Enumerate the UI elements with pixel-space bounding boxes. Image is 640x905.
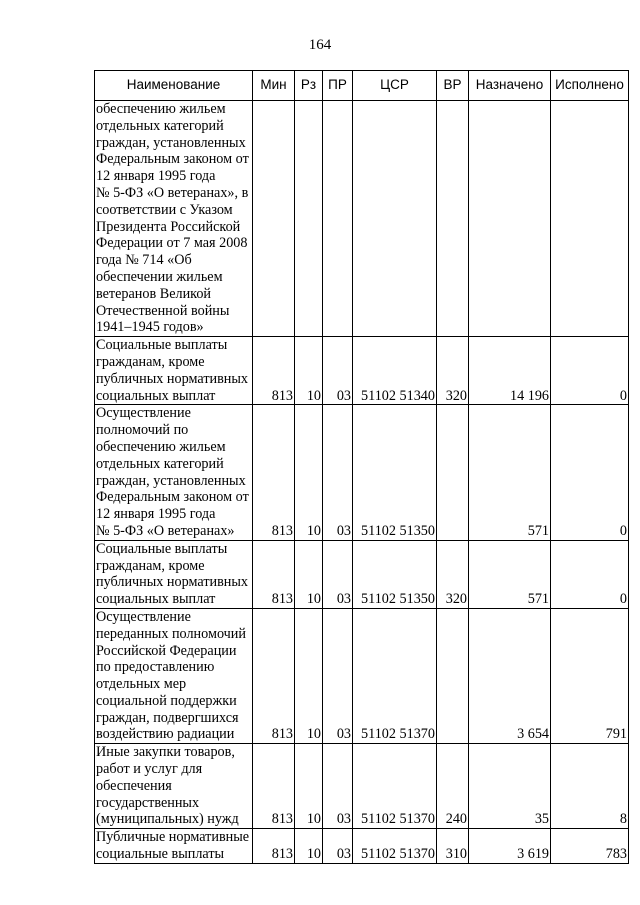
cell-min: 813 [253, 829, 295, 864]
cell-name [95, 337, 253, 405]
page-number: 164 [308, 37, 332, 53]
cell-ispolneno: 0 [551, 337, 629, 405]
cell-name-line: обеспечения [96, 777, 172, 794]
header-csr: ЦСР [353, 71, 437, 101]
cell-pr: 03 [323, 744, 353, 829]
cell-pr: 03 [323, 405, 353, 540]
cell-name [95, 540, 253, 608]
cell-csr: 51102 51370 [353, 608, 437, 743]
cell-csr: 51102 51350 [353, 405, 437, 540]
cell-vr [437, 101, 469, 337]
cell-name-line: воздействию радиации [96, 726, 235, 743]
cell-name-line: социальных выплат [96, 591, 216, 608]
cell-name-line: (муниципальных) нужд [96, 811, 239, 828]
cell-name-line: Федерации от 7 мая 2008 [96, 235, 248, 252]
cell-naznacheno: 35 [469, 744, 551, 829]
cell-name-line: № 5-ФЗ «О ветеранах», в [96, 184, 249, 201]
cell-rz: 10 [295, 337, 323, 405]
cell-name-line: № 5-ФЗ «О ветеранах» [96, 522, 235, 539]
cell-rz: 10 [295, 405, 323, 540]
cell-name-line: граждан, установленных [96, 472, 246, 489]
cell-name-line: отдельных категорий [96, 455, 224, 472]
cell-name [95, 405, 253, 540]
cell-name-line: по предоставлению [96, 659, 215, 676]
cell-name-line: социальных выплат [96, 387, 216, 404]
cell-naznacheno [469, 101, 551, 337]
cell-min [253, 101, 295, 337]
table-row [95, 744, 629, 829]
cell-name-line: государственных [96, 794, 200, 811]
cell-name-line: полномочий по [96, 422, 189, 439]
table-row [95, 101, 629, 337]
cell-name-line: граждан, установленных [96, 134, 246, 151]
cell-name-line: Российской Федерации [96, 642, 237, 659]
cell-name-line: года № 714 «Об [96, 252, 192, 269]
cell-name-line: граждан, подвергшихся [96, 709, 239, 726]
cell-vr: 310 [437, 829, 469, 864]
cell-vr [437, 405, 469, 540]
cell-naznacheno: 571 [469, 405, 551, 540]
cell-name-line: социальные выплаты [96, 846, 225, 863]
cell-csr: 51102 51370 [353, 829, 437, 864]
cell-vr [437, 608, 469, 743]
cell-csr: 51102 51350 [353, 540, 437, 608]
table-row [95, 540, 629, 608]
table-header [95, 71, 629, 101]
cell-name-line: отдельных мер [96, 676, 187, 693]
cell-min: 813 [253, 608, 295, 743]
cell-name-line: обеспечению жильем [96, 438, 226, 455]
cell-name-line: соответствии с Указом [96, 201, 233, 218]
header-pr: ПР [323, 71, 353, 101]
cell-pr: 03 [323, 608, 353, 743]
cell-name-line: публичных нормативных [96, 370, 249, 387]
cell-name-line: Иные закупки товаров, [96, 744, 235, 761]
cell-rz: 10 [295, 744, 323, 829]
cell-name-line: Социальные выплаты [96, 540, 228, 557]
header-min: Мин [253, 71, 295, 101]
cell-name [95, 829, 253, 864]
cell-name-line: 12 января 1995 года [96, 506, 216, 523]
table-row [95, 405, 629, 540]
budget-table [94, 70, 629, 864]
header-naznacheno: Назначено [469, 71, 551, 101]
header-rz: Рз [295, 71, 323, 101]
cell-vr: 320 [437, 540, 469, 608]
cell-name-line: обеспечению жильем [96, 101, 226, 117]
cell-ispolneno: 791 [551, 608, 629, 743]
cell-csr: 51102 51370 [353, 744, 437, 829]
cell-pr: 03 [323, 337, 353, 405]
cell-name-line: 12 января 1995 года [96, 168, 216, 185]
cell-name-line: переданных полномочий [96, 625, 246, 642]
cell-vr: 240 [437, 744, 469, 829]
cell-name-line: Федеральным законом от [96, 489, 249, 506]
cell-name-line: гражданам, кроме [96, 557, 205, 574]
cell-name-line: гражданам, кроме [96, 353, 205, 370]
table-row [95, 337, 629, 405]
cell-name-line: ветеранов Великой [96, 285, 212, 302]
cell-pr: 03 [323, 540, 353, 608]
cell-ispolneno: 783 [551, 829, 629, 864]
cell-rz [295, 101, 323, 337]
cell-name-line: Осуществление [96, 405, 191, 422]
cell-name-line: социальной поддержки [96, 692, 237, 709]
cell-min: 813 [253, 337, 295, 405]
header-name: Наименование [95, 71, 253, 101]
header-vr: ВР [437, 71, 469, 101]
cell-naznacheno: 3 654 [469, 608, 551, 743]
cell-name-line: работ и услуг для [96, 761, 203, 778]
cell-name-line: Публичные нормативные [96, 829, 250, 846]
cell-name-line: публичных нормативных [96, 574, 249, 591]
cell-naznacheno: 3 619 [469, 829, 551, 864]
cell-name-line: Отечественной войны [96, 302, 230, 319]
cell-name-line: Федеральным законом от [96, 151, 249, 168]
cell-name-line: обеспечении жильем [96, 268, 223, 285]
cell-name-line: Президента Российской [96, 218, 241, 235]
cell-name [95, 608, 253, 743]
cell-rz: 10 [295, 540, 323, 608]
cell-min: 813 [253, 744, 295, 829]
cell-vr: 320 [437, 337, 469, 405]
cell-csr: 51102 51340 [353, 337, 437, 405]
cell-naznacheno: 571 [469, 540, 551, 608]
header-ispolneno: Исполнено [551, 71, 629, 101]
cell-min: 813 [253, 405, 295, 540]
cell-naznacheno: 14 196 [469, 337, 551, 405]
cell-min: 813 [253, 540, 295, 608]
cell-ispolneno: 0 [551, 405, 629, 540]
cell-name [95, 101, 253, 337]
cell-name-line: отдельных категорий [96, 117, 224, 134]
table-row [95, 829, 629, 864]
table-body [95, 101, 629, 864]
header-row [95, 71, 629, 101]
cell-csr [353, 101, 437, 337]
cell-ispolneno: 0 [551, 540, 629, 608]
cell-name-line: Осуществление [96, 608, 191, 625]
cell-rz: 10 [295, 829, 323, 864]
cell-ispolneno: 8 [551, 744, 629, 829]
cell-pr [323, 101, 353, 337]
cell-name-line: 1941–1945 годов» [96, 319, 204, 336]
cell-ispolneno [551, 101, 629, 337]
cell-name-line: Социальные выплаты [96, 337, 228, 354]
cell-pr: 03 [323, 829, 353, 864]
cell-name [95, 744, 253, 829]
cell-rz: 10 [295, 608, 323, 743]
table-row [95, 608, 629, 743]
